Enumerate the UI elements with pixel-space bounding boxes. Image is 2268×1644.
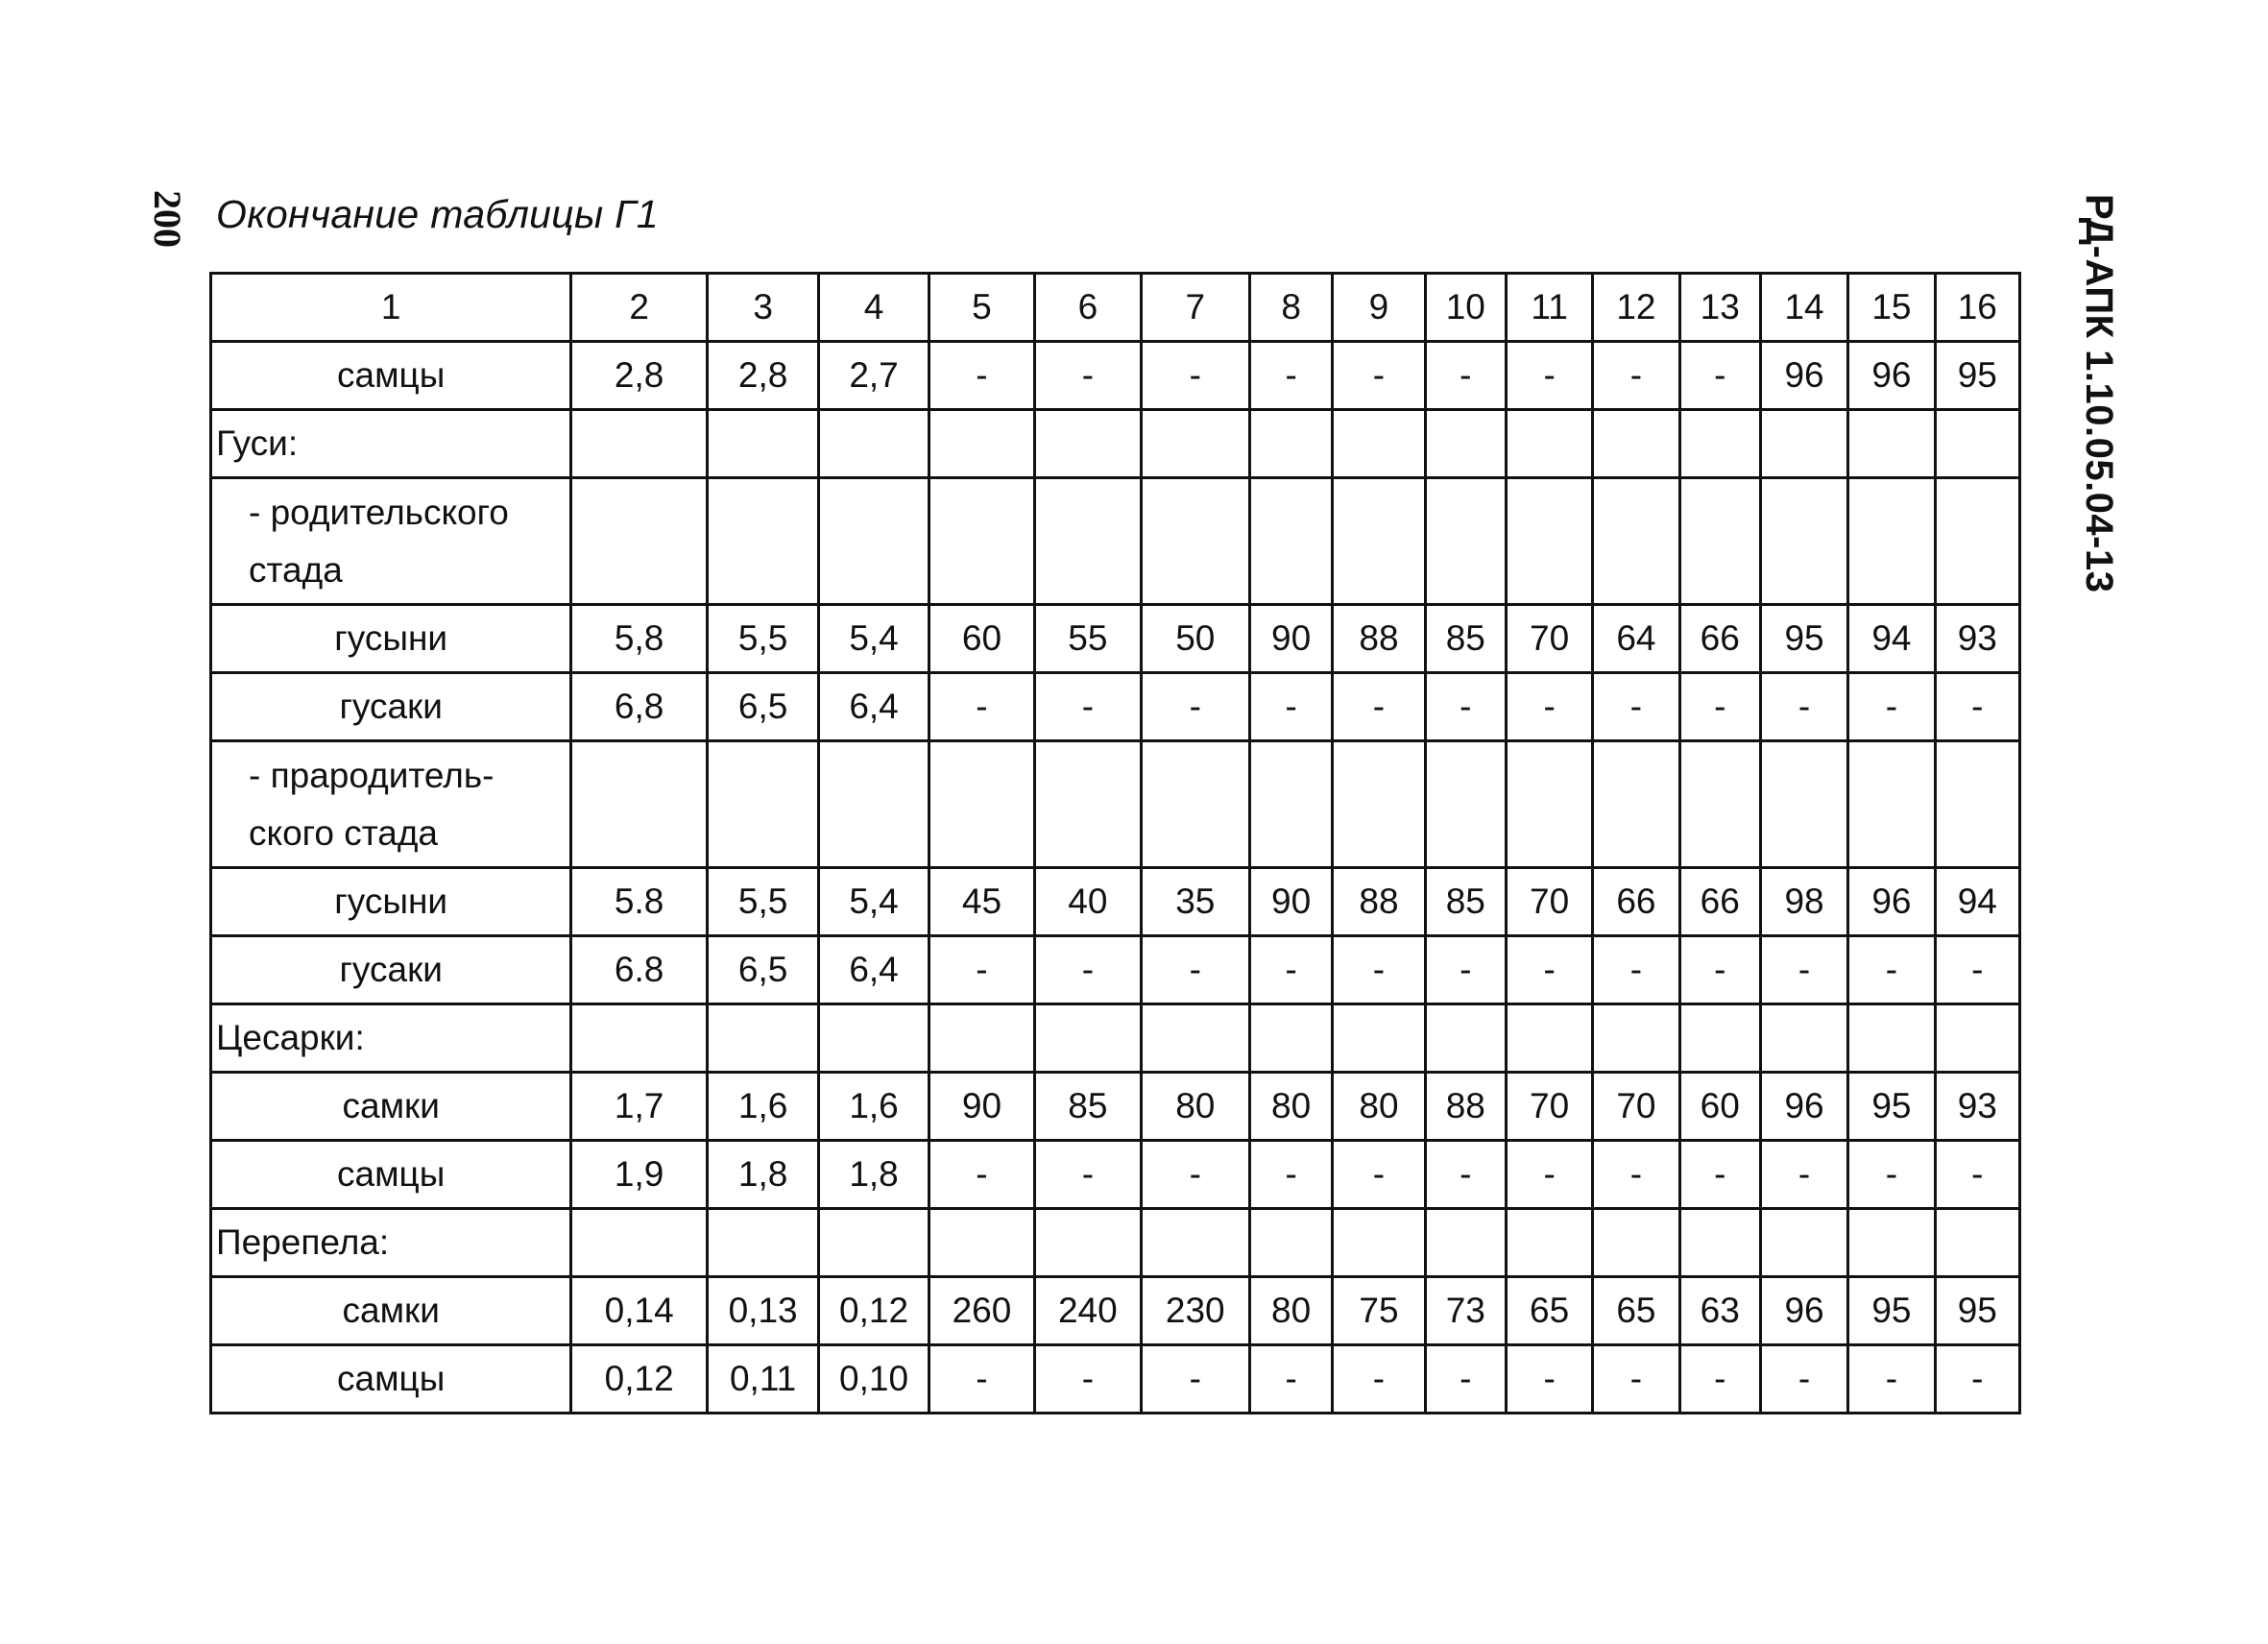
table-cell: 45 [929, 868, 1034, 936]
table-cell [1593, 410, 1679, 478]
table-cell: - [1506, 342, 1592, 410]
table-row [211, 1141, 2020, 1209]
table-cell: - [1848, 1345, 1935, 1414]
table-cell [1679, 1004, 1760, 1073]
table-body [211, 274, 2020, 1414]
table-cell: - [1425, 1345, 1506, 1414]
page-number: 200 [146, 190, 189, 248]
table-cell [571, 741, 708, 868]
table-cell: 6,5 [707, 936, 818, 1004]
table-cell [929, 1004, 1034, 1073]
table-cell [1848, 741, 1935, 868]
table-cell: 0,11 [707, 1345, 818, 1414]
table-cell: - [1679, 1345, 1760, 1414]
table-cell: - [1249, 1141, 1332, 1209]
table-cell [571, 1004, 708, 1073]
table-cell: 90 [1249, 605, 1332, 673]
table-cell [1333, 1004, 1425, 1073]
table-cell: 80 [1333, 1073, 1425, 1141]
table-cell: 95 [1935, 1277, 2019, 1345]
table-cell: 35 [1141, 868, 1249, 936]
table-cell [1506, 1004, 1592, 1073]
table-cell: 70 [1506, 605, 1592, 673]
table-cell: 95 [1935, 342, 2019, 410]
table-cell [1141, 1004, 1249, 1073]
document-code: РД-АПК 1.10.05.04-13 [2078, 194, 2120, 593]
table-cell: 88 [1333, 605, 1425, 673]
table-cell: 55 [1035, 605, 1141, 673]
table-row [211, 342, 2020, 410]
table-cell: 88 [1425, 1073, 1506, 1141]
table-cell: 60 [1679, 1073, 1760, 1141]
table-cell [1425, 741, 1506, 868]
table-cell [1935, 1004, 2019, 1073]
table-cell: 6,5 [707, 673, 818, 741]
header-cell: 6 [1035, 274, 1141, 342]
table-cell: 95 [1848, 1073, 1935, 1141]
table-cell [1593, 1004, 1679, 1073]
table-cell: 70 [1506, 1073, 1592, 1141]
table-cell: - [929, 936, 1034, 1004]
table-cell: 66 [1679, 868, 1760, 936]
header-cell: 10 [1425, 274, 1506, 342]
table-cell: - [1249, 1345, 1332, 1414]
table-cell: - [1141, 936, 1249, 1004]
table-cell: 75 [1333, 1277, 1425, 1345]
table-cell [929, 478, 1034, 605]
table-cell [819, 478, 929, 605]
table-row [211, 1209, 2020, 1277]
table-cell: - [1593, 342, 1679, 410]
table-cell: - [1593, 1345, 1679, 1414]
table-cell: - [1141, 1345, 1249, 1414]
table-cell: - [1760, 936, 1847, 1004]
table-cell: 96 [1848, 342, 1935, 410]
table-cell: 65 [1506, 1277, 1592, 1345]
table-cell [707, 1209, 818, 1277]
table-cell: 5,4 [819, 868, 929, 936]
table-cell: - [1035, 936, 1141, 1004]
table-cell [1760, 1004, 1847, 1073]
table-cell: 80 [1249, 1073, 1332, 1141]
row-label: самцы [211, 342, 571, 410]
table-cell: 70 [1506, 868, 1592, 936]
table-cell [1333, 1209, 1425, 1277]
table-cell: 70 [1593, 1073, 1679, 1141]
table-cell: 0,12 [819, 1277, 929, 1345]
table-cell: 0,13 [707, 1277, 818, 1345]
table-cell: 66 [1593, 868, 1679, 936]
table-cell: 64 [1593, 605, 1679, 673]
table-cell [1935, 478, 2019, 605]
table-header-row [211, 274, 2020, 342]
table-cell [1425, 1209, 1506, 1277]
table-cell: - [1593, 936, 1679, 1004]
table-cell: - [1679, 673, 1760, 741]
table-cell [1760, 1209, 1847, 1277]
table-cell: 1,8 [707, 1141, 818, 1209]
table-cell [1035, 741, 1141, 868]
table-cell [707, 741, 818, 868]
table-cell: - [1760, 1345, 1847, 1414]
table-row [211, 1004, 2020, 1073]
table-cell [1506, 1209, 1592, 1277]
table-cell [1848, 410, 1935, 478]
header-cell: 5 [929, 274, 1034, 342]
table-cell: 98 [1760, 868, 1847, 936]
header-cell: 2 [571, 274, 708, 342]
table-cell: 6,4 [819, 673, 929, 741]
table-cell: - [929, 673, 1034, 741]
table-cell: - [1593, 1141, 1679, 1209]
row-label: Перепела: [211, 1209, 571, 1277]
table-cell: - [1333, 342, 1425, 410]
table-cell: - [1333, 1141, 1425, 1209]
table-cell: - [1935, 673, 2019, 741]
table-row [211, 673, 2020, 741]
table-cell: 96 [1760, 342, 1847, 410]
table-cell [1035, 1209, 1141, 1277]
row-label: Гуси: [211, 410, 571, 478]
table-cell [707, 1004, 818, 1073]
table-cell: - [1679, 342, 1760, 410]
table-cell [819, 410, 929, 478]
table-cell [929, 1209, 1034, 1277]
table-cell: - [1593, 673, 1679, 741]
table-cell [1506, 410, 1592, 478]
header-cell: 4 [819, 274, 929, 342]
table-cell [1333, 478, 1425, 605]
table-cell: - [1506, 1345, 1592, 1414]
table-cell: 90 [1249, 868, 1332, 936]
table-cell: 1,6 [819, 1073, 929, 1141]
table-cell: 65 [1593, 1277, 1679, 1345]
table-cell: - [1506, 673, 1592, 741]
table-cell [1848, 1004, 1935, 1073]
table-cell: 40 [1035, 868, 1141, 936]
table-cell: 5,8 [571, 605, 708, 673]
table-cell [571, 410, 708, 478]
table-cell [819, 1209, 929, 1277]
table-cell: 1,9 [571, 1141, 708, 1209]
table-cell: 96 [1760, 1073, 1847, 1141]
table-cell: - [1333, 1345, 1425, 1414]
row-label: гусаки [211, 936, 571, 1004]
table-cell: - [929, 1345, 1034, 1414]
table-cell: - [1679, 936, 1760, 1004]
table-cell: - [1935, 936, 2019, 1004]
table-cell [1035, 410, 1141, 478]
table-cell [1333, 741, 1425, 868]
table-cell: 66 [1679, 605, 1760, 673]
table-cell [1679, 741, 1760, 868]
table-cell [1760, 410, 1847, 478]
table-cell: - [1249, 342, 1332, 410]
table-cell: - [1333, 673, 1425, 741]
table-cell: 240 [1035, 1277, 1141, 1345]
table-cell: - [1760, 1141, 1847, 1209]
table-cell [1141, 741, 1249, 868]
table-cell: 1,6 [707, 1073, 818, 1141]
table-cell: 63 [1679, 1277, 1760, 1345]
table-cell: - [1425, 1141, 1506, 1209]
table-cell: - [1935, 1141, 2019, 1209]
table-cell [1249, 1004, 1332, 1073]
row-label: гусаки [211, 673, 571, 741]
table-cell [707, 478, 818, 605]
header-cell: 15 [1848, 274, 1935, 342]
table-cell: 85 [1425, 605, 1506, 673]
table-row [211, 741, 2020, 868]
table-cell: - [1506, 1141, 1592, 1209]
table-row [211, 410, 2020, 478]
table-cell: 88 [1333, 868, 1425, 936]
table-cell: 80 [1249, 1277, 1332, 1345]
header-cell: 14 [1760, 274, 1847, 342]
table-cell [1760, 478, 1847, 605]
row-label: Цесарки: [211, 1004, 571, 1073]
table-cell: 6,4 [819, 936, 929, 1004]
table-cell: 0,14 [571, 1277, 708, 1345]
data-table [209, 272, 2021, 1414]
table-cell: 5,5 [707, 605, 818, 673]
header-cell: 1 [211, 274, 571, 342]
table-cell: 5,5 [707, 868, 818, 936]
table-cell: 95 [1848, 1277, 1935, 1345]
table-cell: 96 [1848, 868, 1935, 936]
table-cell: - [1035, 673, 1141, 741]
table-cell: 85 [1425, 868, 1506, 936]
table-cell: - [1035, 1345, 1141, 1414]
table-cell: 1,7 [571, 1073, 708, 1141]
table-row [211, 1277, 2020, 1345]
table-cell [819, 741, 929, 868]
table-cell: 2,8 [707, 342, 818, 410]
table-cell: - [1141, 342, 1249, 410]
table-cell: 0,10 [819, 1345, 929, 1414]
row-label: - родительского стада [211, 478, 571, 605]
table-cell [1333, 410, 1425, 478]
header-cell: 11 [1506, 274, 1592, 342]
table-row [211, 605, 2020, 673]
table-cell: 2,8 [571, 342, 708, 410]
table-cell: - [1425, 936, 1506, 1004]
table-cell [571, 1209, 708, 1277]
table-cell [1425, 478, 1506, 605]
table-cell: - [929, 342, 1034, 410]
table-cell: - [1760, 673, 1847, 741]
row-label: самцы [211, 1141, 571, 1209]
table-cell: 80 [1141, 1073, 1249, 1141]
table-cell: - [1249, 936, 1332, 1004]
table-cell: 90 [929, 1073, 1034, 1141]
table-cell: 5.8 [571, 868, 708, 936]
row-label: - прародитель-ского стада [211, 741, 571, 868]
table-cell [1506, 478, 1592, 605]
table-cell: - [1679, 1141, 1760, 1209]
table-cell [1679, 478, 1760, 605]
table-cell [1035, 1004, 1141, 1073]
table-cell: - [1848, 1141, 1935, 1209]
table-cell: - [1141, 673, 1249, 741]
table-cell: 1,8 [819, 1141, 929, 1209]
header-cell: 12 [1593, 274, 1679, 342]
table-cell [1935, 410, 2019, 478]
table-row [211, 1073, 2020, 1141]
table-cell: 230 [1141, 1277, 1249, 1345]
table-cell [1249, 741, 1332, 868]
table-cell [1593, 478, 1679, 605]
table-cell [1141, 1209, 1249, 1277]
table-cell: 50 [1141, 605, 1249, 673]
table-cell: - [1035, 1141, 1141, 1209]
table-cell [1425, 1004, 1506, 1073]
table-cell: 94 [1848, 605, 1935, 673]
table-cell: - [1848, 673, 1935, 741]
row-label: самки [211, 1073, 571, 1141]
table-cell [1679, 1209, 1760, 1277]
table-cell: 73 [1425, 1277, 1506, 1345]
header-cell: 8 [1249, 274, 1332, 342]
table-row [211, 1345, 2020, 1414]
table-cell: 93 [1935, 605, 2019, 673]
table-cell [1506, 741, 1592, 868]
table-cell [929, 741, 1034, 868]
header-cell: 7 [1141, 274, 1249, 342]
table-cell [1679, 410, 1760, 478]
header-cell: 13 [1679, 274, 1760, 342]
table-cell [1425, 410, 1506, 478]
row-label: гусыни [211, 868, 571, 936]
table-row [211, 478, 2020, 605]
table-cell [1141, 410, 1249, 478]
table-cell: 95 [1760, 605, 1847, 673]
table-cell: - [1141, 1141, 1249, 1209]
table-cell: - [1425, 673, 1506, 741]
table-cell [1249, 478, 1332, 605]
row-label: гусыни [211, 605, 571, 673]
table-cell [929, 410, 1034, 478]
table-cell: - [1249, 673, 1332, 741]
header-cell: 3 [707, 274, 818, 342]
table-cell [1141, 478, 1249, 605]
table-cell [707, 410, 818, 478]
table-cell: - [1333, 936, 1425, 1004]
table-cell: - [1935, 1345, 2019, 1414]
row-label: самцы [211, 1345, 571, 1414]
table-cell [1035, 478, 1141, 605]
table-cell: 94 [1935, 868, 2019, 936]
table-cell [1760, 741, 1847, 868]
table-cell [1848, 478, 1935, 605]
table-cell [1593, 741, 1679, 868]
table-cell: 93 [1935, 1073, 2019, 1141]
table-cell [1249, 1209, 1332, 1277]
table-cell: 260 [929, 1277, 1034, 1345]
table-row [211, 868, 2020, 936]
table-caption: Окончание таблицы Г1 [216, 192, 659, 236]
table-cell: 60 [929, 605, 1034, 673]
table-cell [1848, 1209, 1935, 1277]
table-cell: 85 [1035, 1073, 1141, 1141]
table-cell: 2,7 [819, 342, 929, 410]
table-row [211, 936, 2020, 1004]
table-cell [1593, 1209, 1679, 1277]
table-cell [1935, 741, 2019, 868]
table-cell: 0,12 [571, 1345, 708, 1414]
row-label: самки [211, 1277, 571, 1345]
header-cell: 16 [1935, 274, 2019, 342]
table-cell [1935, 1209, 2019, 1277]
table-cell: - [1848, 936, 1935, 1004]
table-cell: 5,4 [819, 605, 929, 673]
table-cell: 6.8 [571, 936, 708, 1004]
table-cell: 96 [1760, 1277, 1847, 1345]
table-cell: - [1506, 936, 1592, 1004]
table-cell [819, 1004, 929, 1073]
table-cell: 6,8 [571, 673, 708, 741]
table-cell: - [929, 1141, 1034, 1209]
table-cell: - [1035, 342, 1141, 410]
table-cell [571, 478, 708, 605]
table-cell: - [1425, 342, 1506, 410]
header-cell: 9 [1333, 274, 1425, 342]
table-cell [1249, 410, 1332, 478]
